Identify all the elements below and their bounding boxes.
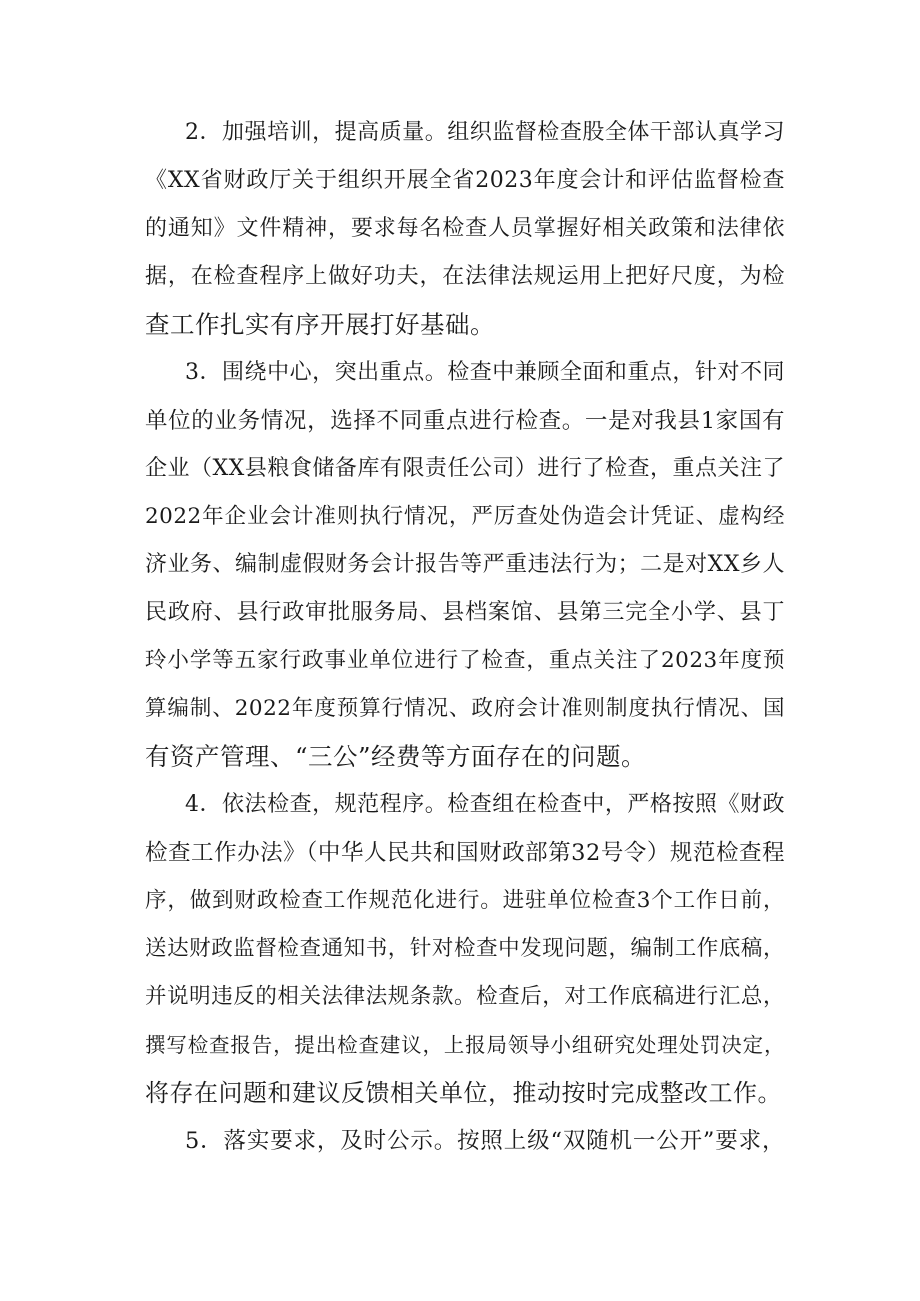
- paragraph-3-line-2: 单位的业务情况，选择不同重点进行检查。一是对我县1家国有: [145, 408, 785, 434]
- paragraph-2-line-3: 的通知》文件精神，要求每名检查人员掌握好相关政策和法律依: [145, 216, 785, 241]
- paragraph-4-line-4: 送达财政监督检查通知书，针对检查中发现问题，编制工作底稿，: [145, 936, 785, 961]
- paragraph-3-line-1: 3．围绕中心，突出重点。检查中兼顾全面和重点，针对不同: [185, 360, 785, 385]
- paragraph-2-line-1: 2．加强培训，提高质量。组织监督检查股全体干部认真学习: [185, 120, 785, 145]
- paragraph-2-line-5: 查工作扎实有序开展打好基础。: [145, 310, 495, 339]
- paragraph-4-line-3: 序，做到财政检查工作规范化进行。进驻单位检查3个工作日前，: [145, 888, 785, 913]
- paragraph-3-line-9: 有资产管理、“三公”经费等方面存在的问题。: [145, 742, 647, 771]
- paragraph-3-line-7: 玲小学等五家行政事业单位进行了检查，重点关注了2023年度预: [145, 648, 785, 673]
- paragraph-4-line-2: 检查工作办法》（中华人民共和国财政部第32号令）规范检查程: [145, 840, 785, 866]
- paragraph-4-line-1: 4．依法检查，规范程序。检查组在检查中，严格按照《财政: [185, 792, 785, 817]
- paragraph-5-line-1: 5．落实要求，及时公示。按照上级“双随机一公开”要求，: [185, 1128, 785, 1154]
- paragraph-3-line-3: 企业（XX县粮食储备库有限责任公司）进行了检查，重点关注了: [145, 456, 785, 481]
- paragraph-3-line-8: 算编制、2022年度预算行情况、政府会计准则制度执行情况、国: [145, 696, 785, 721]
- paragraph-3-line-6: 民政府、县行政审批服务局、县档案馆、县第三完全小学、县丁: [145, 600, 785, 625]
- paragraph-2-line-2: 《XX省财政厅关于组织开展全省2023年度会计和评估监督检查: [145, 168, 785, 193]
- paragraph-4-line-7: 将存在问题和建议反馈相关单位，推动按时完成整改工作。: [145, 1079, 782, 1107]
- paragraph-3-line-4: 2022年企业会计准则执行情况，严厉查处伪造会计凭证、虚构经: [145, 504, 785, 529]
- paragraph-4-line-6: 撰写检查报告，提出检查建议，上报局领导小组研究处理处罚决定，: [145, 1033, 785, 1057]
- paragraph-3-line-5: 济业务、编制虚假财务会计报告等严重违法行为；二是对XX乡人: [145, 552, 785, 577]
- paragraph-4-line-5: 并说明违反的相关法律法规条款。检查后，对工作底稿进行汇总，: [145, 984, 785, 1009]
- paragraph-2-line-4: 据，在检查程序上做好功夫，在法律法规运用上把好尺度，为检: [145, 264, 785, 289]
